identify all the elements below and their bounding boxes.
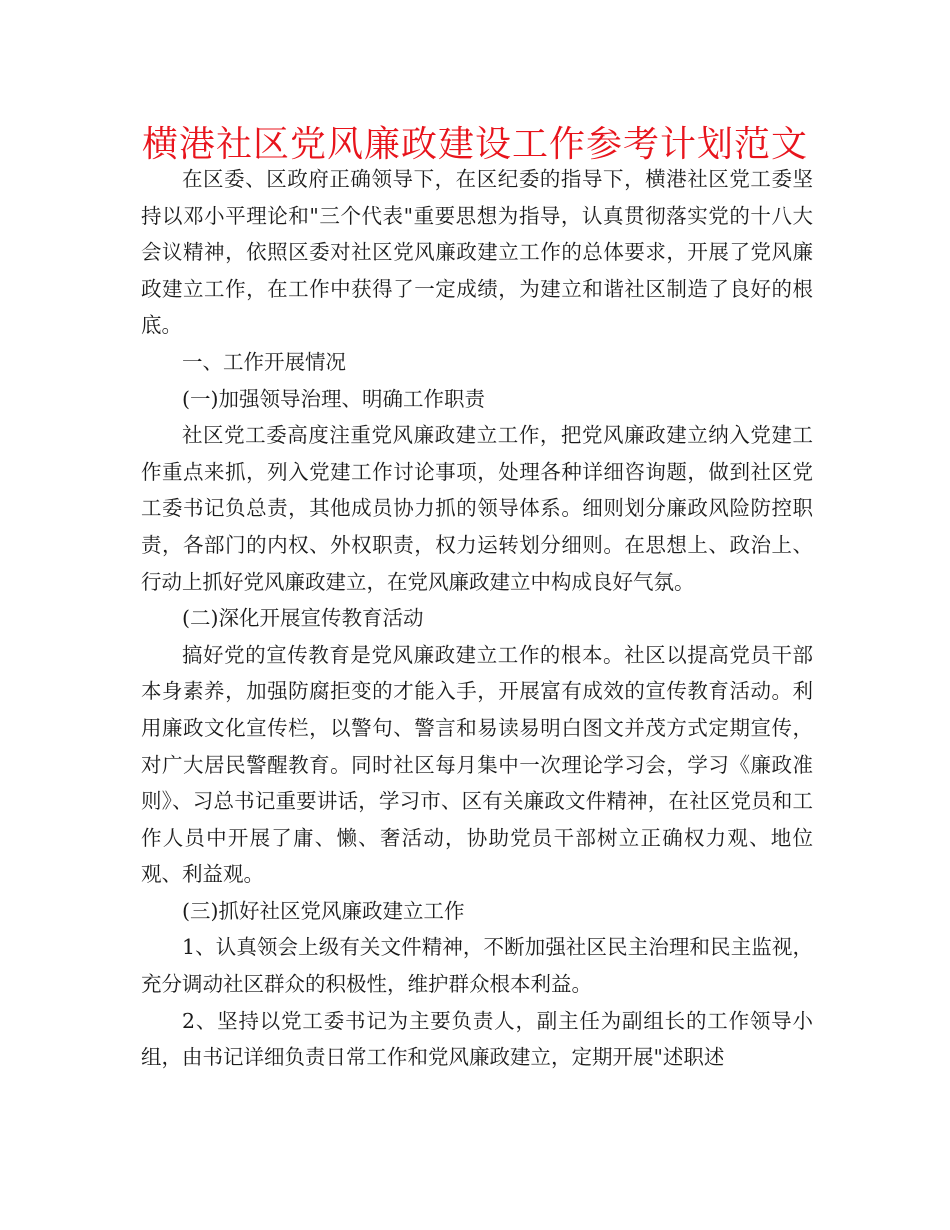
subsection-heading-1: (一)加强领导治理、明确工作职责 [182,386,485,411]
intro-paragraph: 在区委、区政府正确领导下，在区纪委的指导下，横港社区党工委坚持以邓小平理论和"三个代表"重要思想为指导，认真贯彻落实党的十八大会议精神，依照区委对社区党风廉政建立工作的总体要求，开展了党风廉政建立工作，在工作中获得了一定成绩，为建立和谐社区制造了良好的根底。 [141,167,813,338]
list-item: 2、坚持以党工委书记为主要负责人，副主任为副组长的工作领导小组，由书记详细负责日常工作和党风廉政建立，定期开展"述职述 [141,1008,813,1070]
paragraph: 社区党工委高度注重党风廉政建立工作，把党风廉政建立纳入党建工作重点来抓，列入党建工作讨论事项，处理各种详细咨询题，做到社区党工委书记负总责，其他成员协力抓的领导体系。细则划分廉政风险防控职责，各部门的内权、外权职责，权力运转划分细则。在思想上、政治上、行动上抓好党风廉政建立，在党风廉政建立中构成良好气氛。 [141,423,813,594]
paragraph: 搞好党的宣传教育是党风廉政建立工作的根本。社区以提高党员干部本身素养，加强防腐拒变的才能入手，开展富有成效的宣传教育活动。利用廉政文化宣传栏，以警句、警言和易读易明白图文并茂方式定期宣传，对广大居民警醒教育。同时社区每月集中一次理论学习会，学习《廉政准则》、习总书记重要讲话，学习市、区有关廉政文件精神，在社区党员和工作人员中开展了庸、懒、奢活动，协助党员干部树立正确权力观、地位观、利益观。 [141,642,813,887]
list-item: 1、认真领会上级有关文件精神，不断加强社区民主治理和民主监视，充分调动社区群众的积极性，维护群众根本利益。 [141,935,813,997]
subsection-heading-3: (三)抓好社区党风廉政建立工作 [182,898,465,923]
document-body [141,161,813,1076]
subsection-heading-2: (二)深化开展宣传教育活动 [182,606,424,631]
section-heading-1: 一、工作开展情况 [182,349,346,374]
document-title: 横港社区党风廉政建设工作参考计划范文 [141,124,808,165]
